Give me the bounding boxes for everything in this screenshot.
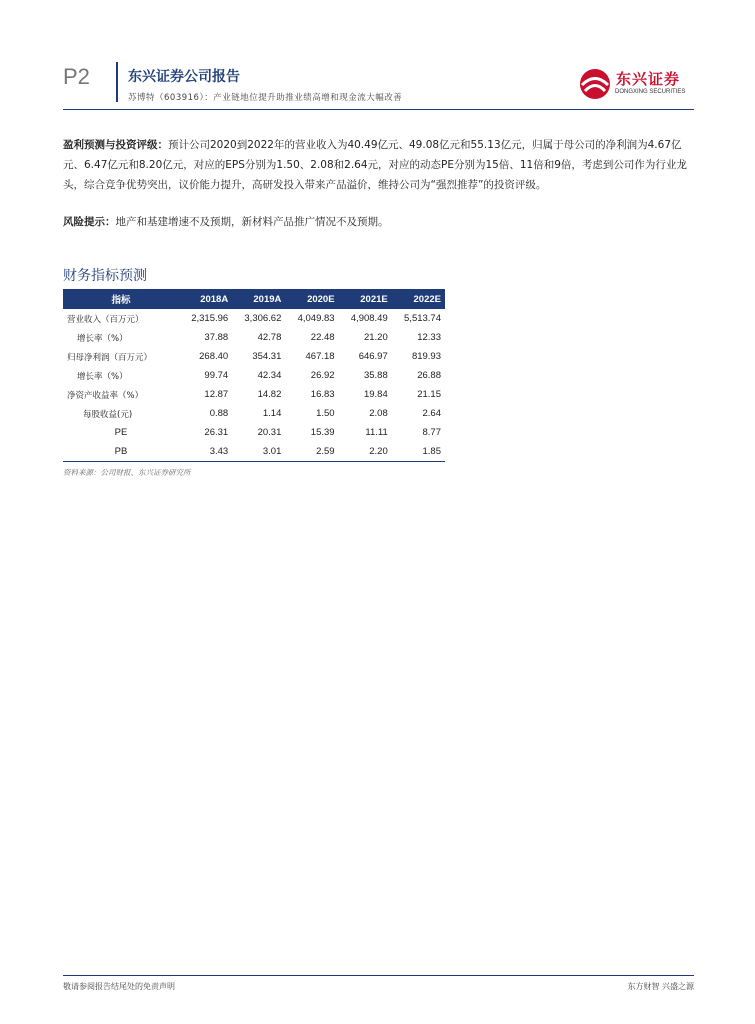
table-cell: 26.31 xyxy=(204,427,229,438)
footer-slogan: 东方财智 兴盛之源 xyxy=(627,982,694,991)
table-cell: 35.88 xyxy=(363,370,388,381)
table-cell: 819.93 xyxy=(411,351,441,362)
logo-mark-icon xyxy=(578,68,612,100)
footer-disclaimer: 敬请参阅报告结尾处的免责声明 xyxy=(63,982,175,991)
table-row xyxy=(63,366,445,385)
table-cell: 646.97 xyxy=(358,351,388,362)
table-row xyxy=(63,423,445,442)
row-label: 净资产收益率（%） xyxy=(67,390,144,401)
page-number: P2 xyxy=(63,64,90,89)
table-cell: 4,908.49 xyxy=(350,313,388,324)
table-header-cell: 2021E xyxy=(339,289,392,309)
table-cell: 11.11 xyxy=(365,427,388,438)
table-row xyxy=(63,347,445,366)
risk-paragraph xyxy=(63,212,694,232)
table-cell: 2.20 xyxy=(339,442,392,462)
table-cell: 12.33 xyxy=(417,332,441,343)
table-cell: 1.50 xyxy=(316,408,335,419)
table-cell: 12.87 xyxy=(204,389,229,400)
logo-name-en: DONGXING SECURITIES xyxy=(615,89,686,95)
table-cell: 8.77 xyxy=(422,427,441,438)
table-header-cell: 指标 xyxy=(63,289,179,309)
table-row xyxy=(63,442,445,462)
table-cell: 0.88 xyxy=(209,408,229,419)
header-divider xyxy=(116,62,118,102)
table-cell: 42.34 xyxy=(257,370,282,381)
table-cell: 22.48 xyxy=(310,332,335,343)
risk-text: 地产和基建增速不及预期，新材料产品推广情况不及预期。 xyxy=(115,216,389,228)
table-cell: 2.08 xyxy=(369,408,388,419)
table-cell: 354.31 xyxy=(252,351,282,362)
table-cell: 1.14 xyxy=(262,408,282,419)
table-cell: 2.59 xyxy=(285,442,338,462)
row-label: PE xyxy=(114,427,128,438)
header-rule xyxy=(63,109,694,110)
company-logo xyxy=(578,68,698,100)
table-cell: 26.92 xyxy=(310,370,335,381)
table-cell: 21.20 xyxy=(363,332,388,343)
table-cell: 20.31 xyxy=(257,427,282,438)
table-row xyxy=(63,385,445,404)
risk-label: 风险提示： xyxy=(63,216,116,228)
footer-rule xyxy=(63,975,694,976)
report-title: 东兴证券公司报告 xyxy=(128,69,240,85)
table-cell: 4,049.83 xyxy=(297,313,335,324)
table-cell: 268.40 xyxy=(199,351,229,362)
table-cell: 21.15 xyxy=(417,389,441,400)
profit-forecast-label: 盈利预测与投资评级： xyxy=(63,139,168,151)
table-cell: 1.85 xyxy=(392,442,445,462)
table-cell: 3.43 xyxy=(179,442,232,462)
table-row xyxy=(63,404,445,423)
table-cell: 3.01 xyxy=(232,442,285,462)
row-label: 增长率（%） xyxy=(77,333,128,344)
row-label: 营业收入（百万元） xyxy=(67,314,144,325)
row-label: 每股收益(元) xyxy=(83,409,133,420)
table-cell: 2,315.96 xyxy=(191,313,229,324)
table-header-cell: 2022E xyxy=(392,289,445,309)
table-cell: 5,513.74 xyxy=(404,313,441,324)
table-cell: 16.83 xyxy=(310,389,335,400)
logo-name-cn: 东兴证券 xyxy=(616,70,681,88)
profit-forecast-text: 预计公司2020到2022年的营业收入为40.49亿元、49.08亿元和55.13亿元，归属于母公司的净利润为4.67亿元、6.47亿元和8.20亿元，对应的EPS分别为1.50、2.08和2.64元，对应的动态PE分别为15倍、11倍和9倍，考虑到公司作为行业龙头，综合竞争优势突出，议价能力提升，高研发投入带来产品溢价，维持公司为“强烈推荐”的投资评级。 xyxy=(63,139,687,191)
table-cell: 2.64 xyxy=(422,408,441,419)
table-cell: 15.39 xyxy=(310,427,335,438)
table-header-cell: 2020E xyxy=(285,289,338,309)
table-source-note: 资料来源：公司财报、东兴证券研究所 xyxy=(63,468,191,477)
row-label: 增长率（%） xyxy=(77,371,128,382)
table-cell: 467.18 xyxy=(305,351,335,362)
section-title: 财务指标预测 xyxy=(63,268,147,284)
table-cell: 14.82 xyxy=(257,389,282,400)
table-header-row xyxy=(63,289,445,309)
table-cell: 37.88 xyxy=(204,332,229,343)
row-label: PB xyxy=(63,442,179,462)
table-cell: 26.88 xyxy=(417,370,441,381)
table-cell: 99.74 xyxy=(204,370,229,381)
table-cell: 3,306.62 xyxy=(244,313,282,324)
table-cell: 19.84 xyxy=(363,389,388,400)
row-label: 归母净利润（百万元） xyxy=(67,352,153,363)
table-row xyxy=(63,309,445,328)
profit-forecast-paragraph xyxy=(63,135,694,195)
table-header-cell: 2019A xyxy=(232,289,285,309)
table-cell: 42.78 xyxy=(257,332,282,343)
financial-forecast-table xyxy=(63,289,445,462)
table-row xyxy=(63,328,445,347)
table-header-cell: 2018A xyxy=(179,289,232,309)
report-subtitle: 苏博特（603916）：产业链地位提升助推业绩高增和现金流大幅改善 xyxy=(128,93,403,103)
